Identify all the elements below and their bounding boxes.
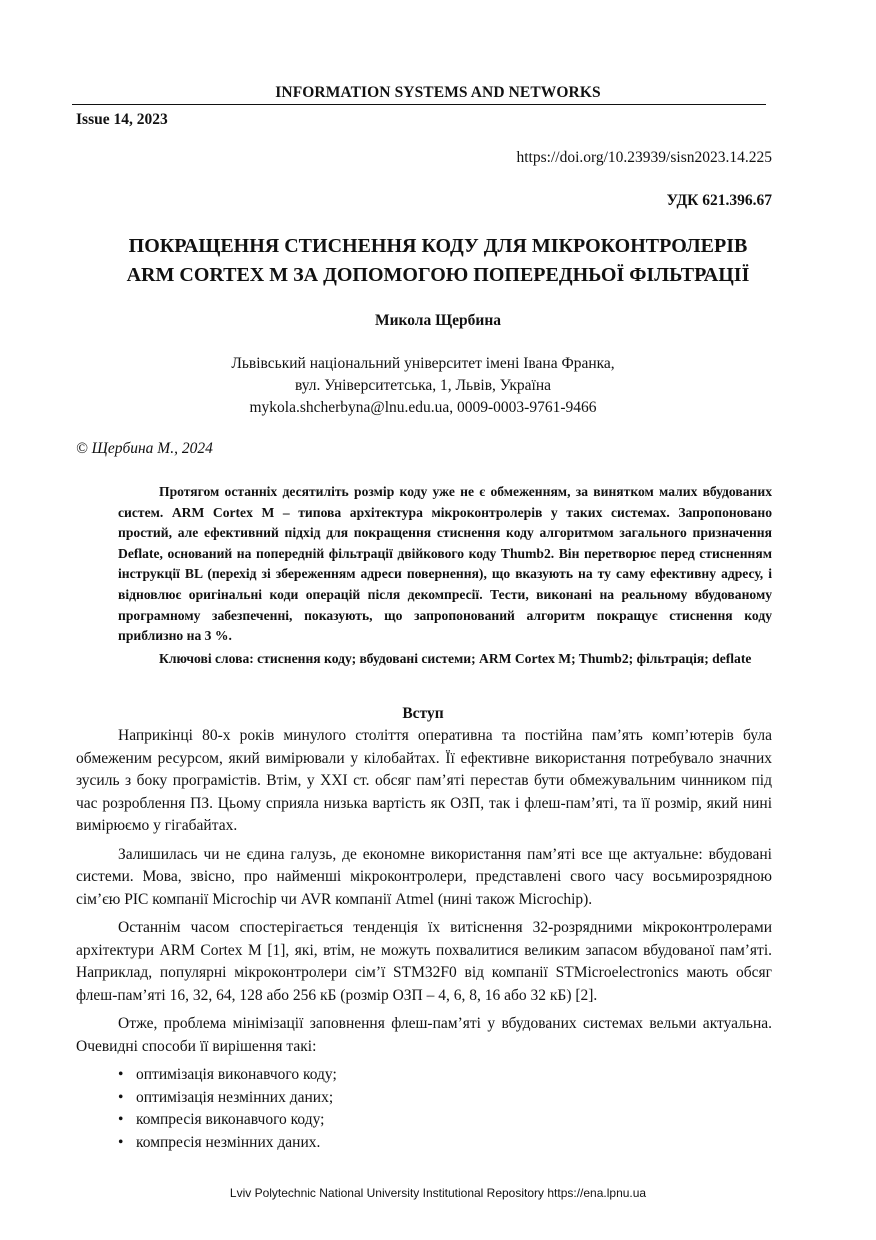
bullet-icon: • bbox=[118, 1066, 124, 1083]
abstract bbox=[118, 482, 772, 669]
list-item bbox=[76, 1132, 772, 1155]
affiliation-line-1: Львівський національний університет імені Івана Франка, bbox=[231, 355, 615, 372]
section-heading-intro: Вступ bbox=[402, 705, 444, 722]
affiliation-line-2: вул. Університетська, 1, Львів, Україна bbox=[294, 377, 552, 394]
bullet-icon: • bbox=[118, 1133, 124, 1151]
list-item bbox=[76, 1087, 772, 1110]
list-item bbox=[76, 1064, 772, 1087]
solutions-list bbox=[76, 1064, 772, 1154]
keywords: Ключові слова: стиснення коду; вбудовані системи; ARM Cortex M; Thumb2; фільтрація; deflate bbox=[159, 650, 752, 666]
header-rule bbox=[72, 104, 766, 105]
intro-paragraph-4: Отже, проблема мінімізації заповнення флеш-пам’яті у вбудованих системах вельми актуальна. Очевидні способи її вирішення такі: bbox=[76, 1015, 772, 1055]
list-item-text: оптимізація виконавчого коду; bbox=[136, 1066, 337, 1083]
list-item-text: компресія виконавчого коду; bbox=[136, 1111, 325, 1128]
repository-footer: Lviv Polytechnic National University Institutional Repository https://ena.lpnu.ua bbox=[229, 1186, 647, 1200]
author-name: Микола Щербина bbox=[374, 312, 502, 329]
intro-paragraph-2: Залишилась чи не єдина галузь, де економне використання пам’яті все ще актуальне: вбудовані системи. Мова, звісно, про найменші мікроконтролери, представлені свого часу восьмирозрядною сім’єю PIC компанії Microchip чи AVR компанії Atmel (нині також Microchip). bbox=[76, 845, 772, 908]
author-affiliation bbox=[0, 353, 846, 419]
doi-link[interactable]: https://doi.org/10.23939/sisn2023.14.225 bbox=[516, 149, 772, 166]
author-contact[interactable]: mykola.shcherbyna@lnu.edu.ua, 0009-0003-9761-9466 bbox=[249, 399, 597, 416]
paper-title-line-2: ARM CORTEX M ЗА ДОПОМОГОЮ ПОПЕРЕДНЬОЇ ФІЛЬТРАЦІЇ bbox=[126, 264, 750, 286]
issue-label: Issue 14, 2023 bbox=[76, 111, 168, 128]
copyright-notice: © Щербина М., 2024 bbox=[76, 440, 213, 457]
bullet-icon: • bbox=[118, 1088, 124, 1106]
journal-name: INFORMATION SYSTEMS AND NETWORKS bbox=[275, 84, 601, 101]
list-item-text: компресія незмінних даних. bbox=[136, 1133, 321, 1151]
list-item bbox=[76, 1109, 772, 1132]
abstract-text: Протягом останніх десятиліть розмір коду уже не є обмеженням, за винятком малих вбудованих систем. ARM Cortex M – типова архітектура мікроконтролерів у таких системах. Запропоновано простий, але ефективний підхід для покращення стиснення коду алгоритмом загального призначення Deflate, оснований на попередній фільтрації двійкового коду Thumb2. Він перетворює перед стисненням інструкції BL (перехід зі збереженням адреси повернення), що вказують на ту саму ефективну адресу, і відновлює оригінальні коди операцій після декомпресії. Тести, виконані на реальному вбудованому програмному забезпеченні, показують, що запропонований алгоритм покращує стиснення коду приблизно на 3 %. bbox=[118, 484, 772, 644]
paper-title-line-1: ПОКРАЩЕННЯ СТИСНЕННЯ КОДУ ДЛЯ МІКРОКОНТРОЛЕРІВ bbox=[128, 235, 748, 257]
paper-title bbox=[0, 232, 876, 290]
intro-paragraph-3: Останнім часом спостерігається тенденція їх витіснення 32-розрядними мікроконтролерами архітектури ARM Cortex M [1], які, втім, не можуть похвалитися великим запасом вбудованої пам’яті. Наприклад, популярні мікроконтролери сім’ї STM32F0 від компанії STMicroelectronics мають обсяг флеш-пам’яті 16, 32, 64, 128 або 256 кБ (розмір ОЗП – 4, 6, 8, 16 або 32 кБ) [2]. bbox=[76, 919, 772, 1004]
intro-paragraph-1: Наприкінці 80-х років минулого століття оперативна та постійна пам’ять комп’ютерів була обмеженим ресурсом, який вимірювали у кілобайтах. Її ефективне використання потребувало значних зусиль з боку програмістів. Втім, у XXI ст. обсяг пам’яті перестав бути обмежувальним чинником під час розроблення ПЗ. Цьому сприяла низька вартість як ОЗП, так і флеш-пам’яті, та її розмір, який нині вимірюємо у гігабайтах. bbox=[76, 727, 772, 834]
udk-code: УДК 621.396.67 bbox=[666, 192, 772, 209]
intro-body bbox=[76, 725, 772, 1154]
bullet-icon: • bbox=[118, 1111, 124, 1128]
list-item-text: оптимізація незмінних даних; bbox=[136, 1088, 334, 1106]
